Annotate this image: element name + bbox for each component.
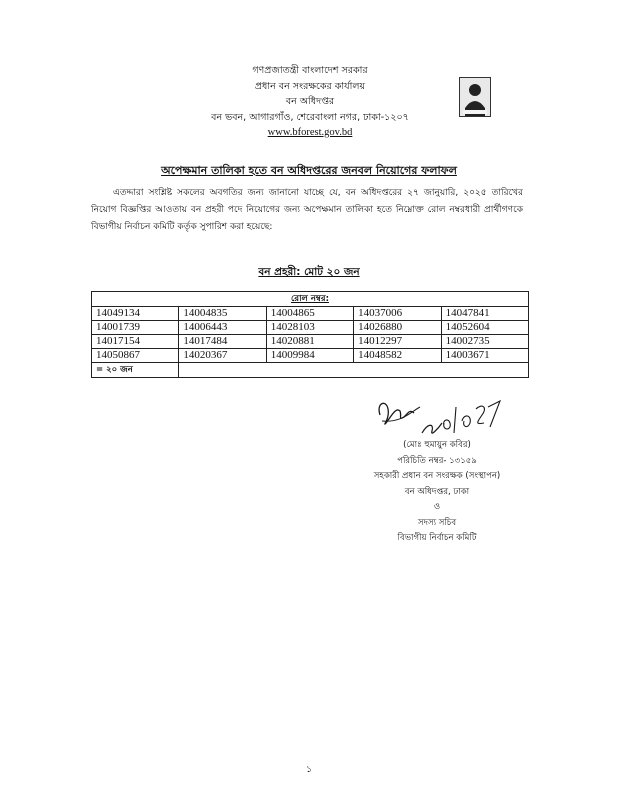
total-count: = ২০ জন [92,363,179,378]
table-header-row [92,292,529,307]
roll-cell: 14020367 [179,349,266,363]
table-row [92,307,529,321]
letterhead [190,63,430,141]
roll-cell: 14026880 [354,321,441,335]
roll-cell: 14047841 [441,307,528,321]
header-government: গণপ্রজাতন্ত্রী বাংলাদেশ সরকার [252,65,368,76]
roll-cell: 14050867 [92,349,179,363]
post-subtitle: বন প্রহরী: মোট ২০ জন [258,266,360,278]
signatory-id: পরিচিতি নম্বর- ১৩১৫৯ [397,455,477,466]
roll-cell: 14001739 [92,321,179,335]
portrait-icon [460,78,490,116]
roll-cell: 14049134 [92,307,179,321]
roll-cell: 14003671 [441,349,528,363]
table-row [92,335,529,349]
roll-cell: 14048582 [354,349,441,363]
notice-paragraph: এতদ্দারা সংশ্লিষ্ট সকলের অবগতির জন্য জানানো যাচ্ছে যে, বন অধিদপ্তরের ২৭ জানুয়ারি, ২০২৫ তারিখের নিয়োগ বিজ্ঞপ্তির আওতায় বন প্রহরী পদে নিয়োগের জন্য অপেক্ষমান তালিকা হতে নিম্নোক্ত রোল নম্বরধারী প্রার্থীগণকে বিভাগীয় নির্বাচন কমিটি কর্তৃক সুপারিশ করা হয়েছে: [91,188,523,232]
table-total-row [92,363,529,378]
roll-cell: 14002735 [441,335,528,349]
page-number: ১ [306,765,312,775]
table-row [92,321,529,335]
notice-title: অপেক্ষমান তালিকা হতে বন অধিদপ্তরের জনবল নিয়োগের ফলাফল [161,164,457,177]
header-office: প্রধান বন সংরক্ষকের কার্যালয় [254,80,366,92]
header-website-link[interactable]: www.bforest.gov.bd [267,127,353,138]
roll-cell: 14052604 [441,321,528,335]
handwritten-signature [372,393,512,443]
header-department: বন অধিদপ্তর [285,96,335,107]
signatory-office: বন অধিদপ্তর, ঢাকা [404,486,470,497]
roll-cell: 14004865 [266,307,353,321]
signatory-and: ও [433,502,441,512]
roll-cell: 14004835 [179,307,266,321]
signatory-name: (মোঃ হুমায়ুন কবির) [403,440,471,450]
signatory-block [342,438,532,547]
signatory-designation: সহকারী প্রধান বন সংরক্ষক (সংস্থাপন) [373,471,501,481]
table-row [92,349,529,363]
roll-cell: 14006443 [179,321,266,335]
roll-cell: 14037006 [354,307,441,321]
roll-cell: 14017484 [179,335,266,349]
header-address: বন ভবন, আগারগাঁও, শেরেবাংলা নগর, ঢাকা-১২০৭ [211,111,409,123]
total-row-spacer [179,363,529,378]
signatory-role: সদস্য সচিব [417,517,457,528]
portrait-emblem [459,77,491,117]
roll-cell: 14020881 [266,335,353,349]
roll-cell: 14028103 [266,321,353,335]
roll-number-header: রোল নম্বর: [92,292,529,307]
roll-number-table [91,291,529,378]
roll-cell: 14017154 [92,335,179,349]
signatory-committee: বিভাগীয় নির্বাচন কমিটি [397,533,477,543]
roll-cell: 14009984 [266,349,353,363]
roll-cell: 14012297 [354,335,441,349]
